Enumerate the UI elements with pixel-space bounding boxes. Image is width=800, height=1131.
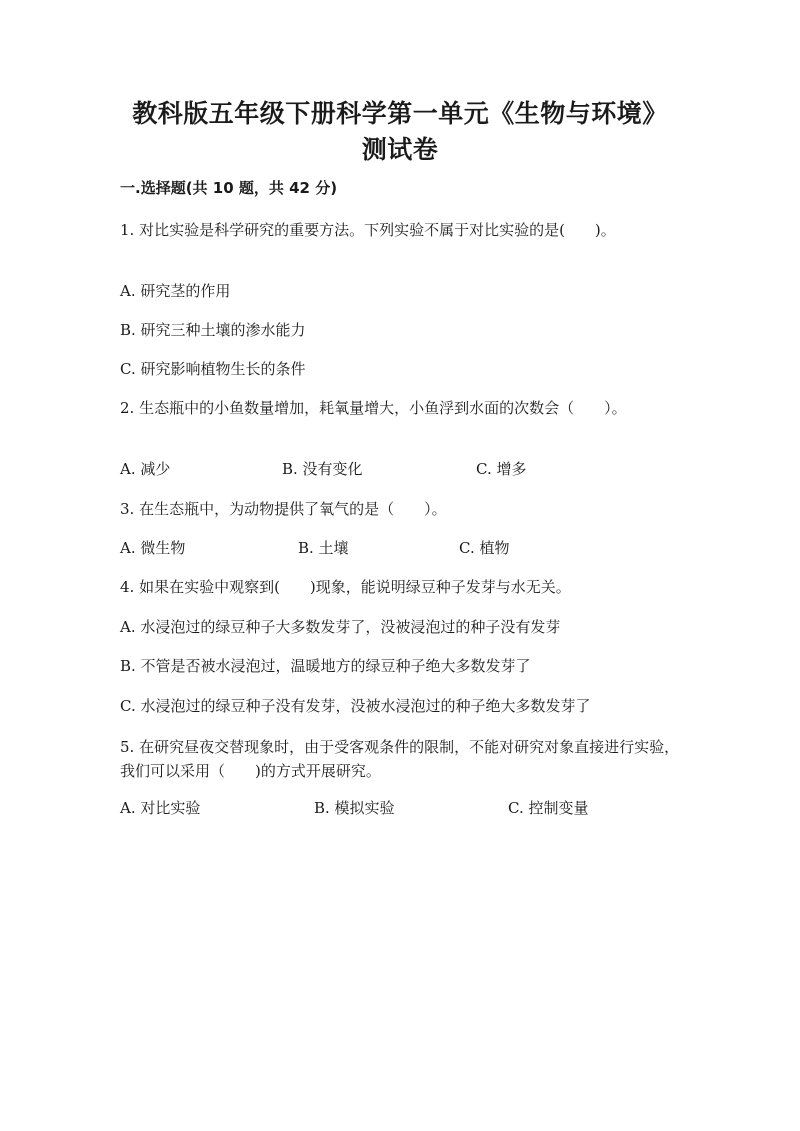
question-5-option-a[interactable]: A. 对比实验 [120, 799, 201, 817]
question-2-option-b[interactable]: B. 没有变化 [282, 460, 363, 478]
question-3-text: 3. 在生态瓶中，为动物提供了氧气的是（ ）。 [120, 500, 447, 518]
question-1-text: 1. 对比实验是科学研究的重要方法。下列实验不属于对比实验的是( )。 [120, 221, 616, 239]
question-2-option-c[interactable]: C. 增多 [476, 460, 527, 478]
question-3-option-b[interactable]: B. 土壤 [298, 539, 349, 557]
question-4-option-c[interactable]: C. 水浸泡过的绿豆种子没有发芽，没被水浸泡过的种子绝大多数发芽了 [120, 697, 591, 715]
question-2-option-a[interactable]: A. 减少 [120, 460, 171, 478]
question-1-option-c[interactable]: C. 研究影响植物生长的条件 [120, 360, 306, 378]
question-5-text: 5. 在研究昼夜交替现象时，由于受客观条件的限制，不能对研究对象直接进行实验，我们可以采用（ )的方式开展研究。 [120, 738, 680, 780]
question-1-option-b[interactable]: B. 研究三种土壤的渗水能力 [120, 321, 306, 339]
question-3-option-c[interactable]: C. 植物 [459, 539, 510, 557]
question-3-option-a[interactable]: A. 微生物 [120, 539, 186, 557]
section-heading: 一.选择题(共 10 题，共 42 分) [120, 179, 338, 197]
question-1-option-a[interactable]: A. 研究茎的作用 [120, 282, 231, 300]
question-4-text: 4. 如果在实验中观察到( )现象，能说明绿豆种子发芽与水无关。 [120, 578, 571, 596]
question-5-option-b[interactable]: B. 模拟实验 [314, 799, 395, 817]
question-4-option-b[interactable]: B. 不管是否被水浸泡过，温暖地方的绿豆种子绝大多数发芽了 [120, 657, 531, 675]
question-4-option-a[interactable]: A. 水浸泡过的绿豆种子大多数发芽了，没被浸泡过的种子没有发芽 [120, 618, 561, 636]
question-2-text: 2. 生态瓶中的小鱼数量增加，耗氧量增大，小鱼浮到水面的次数会（ ）。 [120, 399, 627, 417]
question-5-option-c[interactable]: C. 控制变量 [508, 799, 589, 817]
page-title: 教科版五年级下册科学第一单元《生物与环境》测试卷 [132, 99, 668, 164]
